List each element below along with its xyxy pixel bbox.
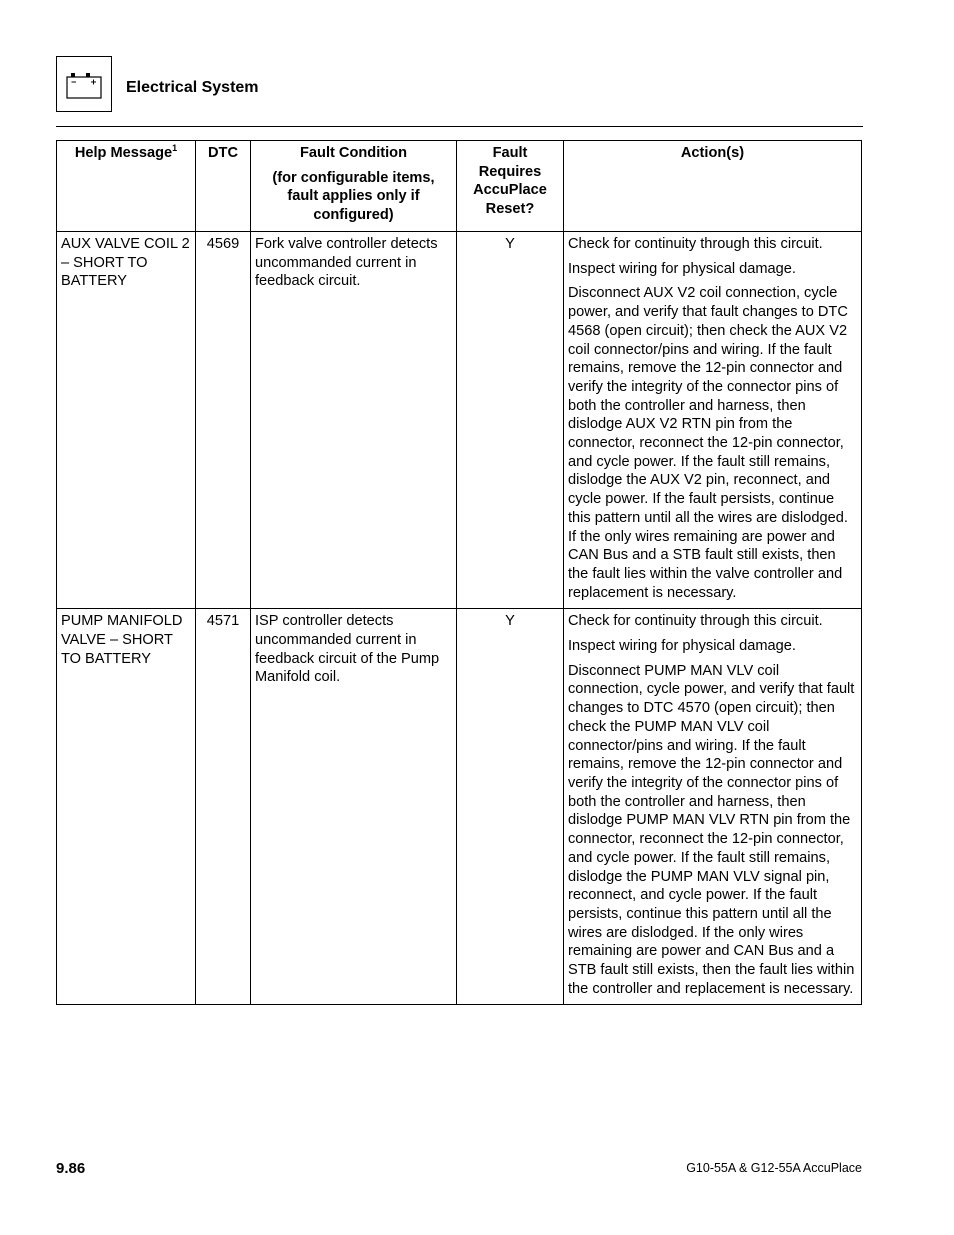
action-step: Disconnect AUX V2 coil connection, cycle power, and verify that fault changes to DTC 4568 (open circuit); then check the AUX V2 coil connector/pins and wiring. If the fault remains, remove the 12-pin connector and verify the integrity of the connector pins of both the controller and harness, then dislodge AUX V2 RTN pin from the connector, reconnect the 12-pin connector, and cycle power. If the fault still remains, dislodge the AUX V2 pin, reconnect, and cycle power. If the fault persists, continue this pattern until all the wires are dislodged. If the only wires remaining are power and CAN Bus and a STB fault still exists, then the fault lies within the valve controller and replacement is necessary. — [568, 285, 848, 601]
section-title: Electrical System — [126, 79, 259, 96]
action-step: Disconnect PUMP MAN VLV coil connection, cycle power, and verify that fault changes to DTC 4570 (open circuit); then check the PUMP MAN VLV coil connector/pins and wiring. If the fault remains, remove the 12-pin connector and verify the integrity of the connector pins of both the controller and harness, then dislodge PUMP MAN VLV RTN pin from the connector, reconnect the 12-pin connector, and cycle power. If the fault still remains, dislodge the PUMP MAN VLV signal pin, reconnect, and cycle power. If the fault persists, continue this pattern until all the wires are dislodged. If the only wires remaining are power and CAN Bus and a STB fault still exists, then the fault lies within the controller and replacement is necessary. — [568, 662, 855, 997]
footnote-marker: 1 — [172, 143, 178, 154]
page-number: 9.86 — [56, 1160, 86, 1177]
table-row — [57, 609, 862, 1005]
column-header-fault-condition — [251, 141, 457, 232]
table-header-row — [57, 141, 862, 232]
reset-cell: Y — [457, 609, 564, 1005]
help-message-cell: AUX VALVE COIL 2 – SHORT TO BATTERY — [57, 232, 196, 609]
fault-condition-title: Fault Condition — [300, 145, 407, 161]
section-icon-box — [56, 56, 112, 112]
fault-condition-subtitle: (for configurable items, fault applies only if configured) — [272, 169, 435, 224]
column-header-dtc: DTC — [196, 141, 251, 232]
actions-cell — [564, 609, 862, 1005]
action-step: Inspect wiring for physical damage. — [568, 638, 796, 655]
model-footer: G10-55A & G12-55A AccuPlace — [686, 1161, 862, 1175]
fault-table — [56, 140, 862, 1005]
help-message-cell: PUMP MANIFOLD VALVE – SHORT TO BATTERY — [57, 609, 196, 1005]
column-header-actions: Action(s) — [564, 141, 862, 232]
dtc-cell: 4569 — [196, 232, 251, 609]
dtc-cell: 4571 — [196, 609, 251, 1005]
table-row — [57, 232, 862, 609]
action-step: Check for continuity through this circuit. — [568, 236, 823, 252]
action-step: Inspect wiring for physical damage. — [568, 260, 796, 277]
actions-cell — [564, 232, 862, 609]
column-header-reset: Fault Requires AccuPlace Reset? — [457, 141, 564, 232]
reset-cell: Y — [457, 232, 564, 609]
fault-condition-cell: Fork valve controller detects uncommanded current in feedback circuit. — [251, 232, 457, 609]
action-step: Check for continuity through this circuit. — [568, 613, 823, 630]
fault-condition-cell: ISP controller detects uncommanded current in feedback circuit of the Pump Manifold coil. — [251, 609, 457, 1005]
column-header-help-message: Help Message$^1$ — [57, 141, 196, 232]
header-divider — [56, 126, 863, 127]
battery-icon — [57, 57, 113, 113]
